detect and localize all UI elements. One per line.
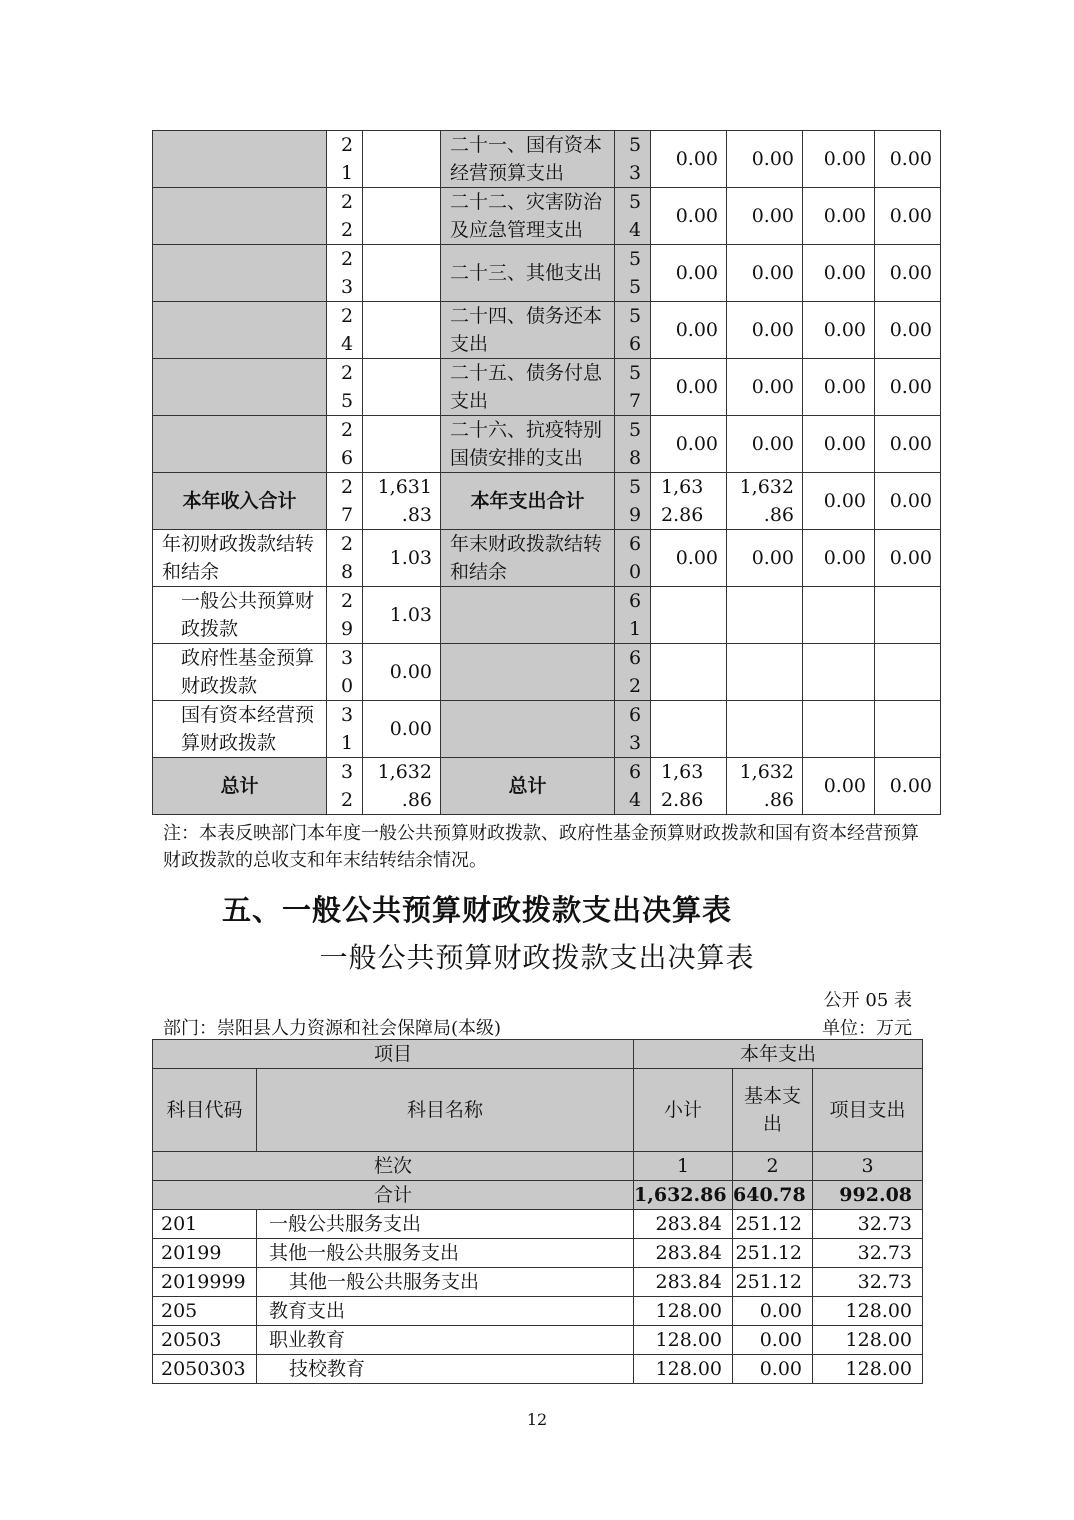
value-col-3: 0.00 <box>803 473 875 530</box>
line-2: 1 <box>341 732 354 754</box>
line-2: 9 <box>629 504 642 526</box>
table1-row <box>153 245 941 302</box>
value-col-3: 0.00 <box>803 416 875 473</box>
line-1: 1,63 <box>661 476 704 498</box>
line-2: 9 <box>341 618 354 640</box>
right-label <box>441 701 615 758</box>
line-1: 3 <box>341 761 354 783</box>
line-1: 6 <box>629 704 642 726</box>
line-2: .86 <box>763 789 794 811</box>
line-1: 1,632 <box>739 476 794 498</box>
header-spend: 本年支出 <box>634 1040 923 1069</box>
value-col-4 <box>875 701 941 758</box>
line-1: 3 <box>341 704 354 726</box>
value-col-2 <box>727 473 803 530</box>
right-label <box>441 644 615 701</box>
value-col-1 <box>651 473 727 530</box>
table1-row <box>153 416 941 473</box>
line-1: 5 <box>629 476 642 498</box>
col-project: 项目支出 <box>813 1069 923 1152</box>
subject-name: 其他一般公共服务支出 <box>257 1239 634 1268</box>
value-col-2: 0.00 <box>727 302 803 359</box>
value-col-1 <box>651 587 727 644</box>
value-col-1 <box>651 758 727 815</box>
subject-code: 20503 <box>153 1326 257 1355</box>
subject-name: 教育支出 <box>257 1297 634 1326</box>
row-index-3: 3 <box>813 1152 923 1181</box>
left-line-no <box>327 644 363 701</box>
line-1: 5 <box>629 191 642 213</box>
project-value: 128.00 <box>813 1326 923 1355</box>
value-col-1: 0.00 <box>651 302 727 359</box>
line-1: 2 <box>341 191 354 213</box>
right-label: 二十三、其他支出 <box>441 245 615 302</box>
value-col-1: 0.00 <box>651 188 727 245</box>
line-1: 1,632 <box>739 761 794 783</box>
subject-code: 2019999 <box>153 1268 257 1297</box>
line-1: 2 <box>341 419 354 441</box>
left-line-no <box>327 587 363 644</box>
table-row <box>153 1239 923 1268</box>
value-col-4: 0.00 <box>875 359 941 416</box>
value-col-2 <box>727 587 803 644</box>
left-label: 总计 <box>153 758 327 815</box>
line-1: 1,631 <box>377 476 432 498</box>
line-2: 3 <box>629 732 642 754</box>
line-2: 2 <box>341 219 354 241</box>
line-2: .86 <box>763 504 794 526</box>
table-note: 注：本表反映部门本年度一般公共预算财政拨款、政府性基金预算财政拨款和国有资本经营预算财政拨款的总收支和年末结转结余情况。 <box>163 823 919 871</box>
right-line-no <box>615 473 651 530</box>
right-line-no <box>615 758 651 815</box>
right-line-no <box>615 644 651 701</box>
subject-name: 技校教育 <box>257 1355 634 1384</box>
right-line-no <box>615 587 651 644</box>
sub-row-general <box>153 587 941 644</box>
left-line-no <box>327 359 363 416</box>
left-value <box>363 131 441 188</box>
total-subtotal: 1,632.86 <box>634 1181 733 1210</box>
line-1: 2 <box>341 476 354 498</box>
left-line-no <box>327 302 363 359</box>
line-2: 2.86 <box>661 504 704 526</box>
left-label <box>153 131 327 188</box>
col-code: 科目代码 <box>153 1069 257 1152</box>
line-1: 5 <box>629 248 642 270</box>
line-1: 6 <box>629 647 642 669</box>
page-number: 12 <box>526 1410 548 1429</box>
table1-row <box>153 131 941 188</box>
form-number: 公开 05 表 <box>823 990 912 1011</box>
line-1: 6 <box>629 590 642 612</box>
value-col-1 <box>651 644 727 701</box>
left-label: 本年收入合计 <box>153 473 327 530</box>
value-col-2: 0.00 <box>727 245 803 302</box>
left-line-no <box>327 188 363 245</box>
value-col-3 <box>803 587 875 644</box>
subject-code: 2050303 <box>153 1355 257 1384</box>
basic-value: 251.12 <box>733 1239 813 1268</box>
line-1: 2 <box>341 362 354 384</box>
table1-row <box>153 188 941 245</box>
right-label: 二十六、抗疫特别国债安排的支出 <box>441 416 615 473</box>
right-label: 年末财政拨款结转和结余 <box>441 530 615 587</box>
line-1: 6 <box>629 533 642 555</box>
value-col-1 <box>651 701 727 758</box>
line-2: 1 <box>629 618 642 640</box>
value-col-3: 0.00 <box>803 245 875 302</box>
col-name: 科目名称 <box>257 1069 634 1152</box>
left-label <box>153 302 327 359</box>
table-row <box>153 1326 923 1355</box>
right-line-no <box>615 530 651 587</box>
subject-code: 201 <box>153 1210 257 1239</box>
value-col-3: 0.00 <box>803 188 875 245</box>
left-label: 国有资本经营预算财政拨款 <box>153 701 327 758</box>
right-label: 二十五、债务付息支出 <box>441 359 615 416</box>
value-col-3 <box>803 644 875 701</box>
project-value: 32.73 <box>813 1210 923 1239</box>
right-line-no <box>615 701 651 758</box>
col-basic: 基本支出 <box>733 1069 813 1152</box>
subject-code: 205 <box>153 1297 257 1326</box>
row-index-1: 1 <box>634 1152 733 1181</box>
value-col-4: 0.00 <box>875 758 941 815</box>
line-2: 6 <box>341 447 354 469</box>
value-col-2: 0.00 <box>727 131 803 188</box>
expenditure-table <box>152 1039 923 1384</box>
value-col-3: 0.00 <box>803 758 875 815</box>
subject-name: 职业教育 <box>257 1326 634 1355</box>
line-2: 8 <box>341 561 354 583</box>
line-1: 3 <box>341 647 354 669</box>
subject-code: 20199 <box>153 1239 257 1268</box>
left-line-no <box>327 530 363 587</box>
left-line-no <box>327 131 363 188</box>
right-label: 二十二、灾害防治及应急管理支出 <box>441 188 615 245</box>
subject-name: 一般公共服务支出 <box>257 1210 634 1239</box>
basic-value: 251.12 <box>733 1268 813 1297</box>
col-subtotal: 小计 <box>634 1069 733 1152</box>
right-line-no <box>615 131 651 188</box>
subject-name: 其他一般公共服务支出 <box>257 1268 634 1297</box>
value-col-1: 0.00 <box>651 416 727 473</box>
subtotal-value: 128.00 <box>634 1355 733 1384</box>
right-label: 二十一、国有资本经营预算支出 <box>441 131 615 188</box>
value-col-4: 0.00 <box>875 416 941 473</box>
table-row <box>153 1210 923 1239</box>
table-row <box>153 1297 923 1326</box>
left-value: 0.00 <box>363 644 441 701</box>
line-1: 5 <box>629 419 642 441</box>
value-col-3 <box>803 701 875 758</box>
row-index-label: 栏次 <box>153 1152 634 1181</box>
line-2: 4 <box>629 789 642 811</box>
subtotal-value: 283.84 <box>634 1268 733 1297</box>
left-label: 政府性基金预算财政拨款 <box>153 644 327 701</box>
left-label: 年初财政拨款结转和结余 <box>153 530 327 587</box>
right-label: 总计 <box>441 758 615 815</box>
line-2: 6 <box>629 333 642 355</box>
table-title: 一般公共预算财政拨款支出决算表 <box>319 941 755 974</box>
project-value: 128.00 <box>813 1297 923 1326</box>
unit-label: 单位：万元 <box>822 1018 912 1039</box>
subtotal-value: 283.84 <box>634 1239 733 1268</box>
total-label: 合计 <box>153 1181 634 1210</box>
line-1: 6 <box>629 761 642 783</box>
project-value: 128.00 <box>813 1355 923 1384</box>
line-2: 8 <box>629 447 642 469</box>
right-line-no <box>615 302 651 359</box>
line-1: 2 <box>341 590 354 612</box>
subtotal-value: 128.00 <box>634 1326 733 1355</box>
line-2: 2 <box>629 675 642 697</box>
value-col-4: 0.00 <box>875 188 941 245</box>
line-2: .83 <box>401 504 432 526</box>
row-index-2: 2 <box>733 1152 813 1181</box>
left-value <box>363 359 441 416</box>
subtotal-value: 128.00 <box>634 1297 733 1326</box>
value-col-2: 0.00 <box>727 416 803 473</box>
grand-total-row <box>153 758 941 815</box>
line-1: 2 <box>341 305 354 327</box>
value-col-3: 0.00 <box>803 302 875 359</box>
line-1: 2 <box>341 134 354 156</box>
left-line-no <box>327 701 363 758</box>
line-1: 5 <box>629 134 642 156</box>
value-col-3: 0.00 <box>803 359 875 416</box>
section-title: 五、一般公共预算财政拨款支出决算表 <box>222 893 733 927</box>
value-col-2 <box>727 758 803 815</box>
right-label: 本年支出合计 <box>441 473 615 530</box>
value-col-4: 0.00 <box>875 302 941 359</box>
left-value <box>363 758 441 815</box>
sub-row-state <box>153 701 941 758</box>
total-basic: 640.78 <box>733 1181 813 1210</box>
value-col-1: 0.00 <box>651 245 727 302</box>
right-line-no <box>615 245 651 302</box>
value-col-4: 0.00 <box>875 245 941 302</box>
value-col-1: 0.00 <box>651 131 727 188</box>
value-col-4: 0.00 <box>875 530 941 587</box>
income-total-row <box>153 473 941 530</box>
sub-row-fund <box>153 644 941 701</box>
left-label <box>153 416 327 473</box>
value-col-3: 0.00 <box>803 530 875 587</box>
total-project: 992.08 <box>813 1181 923 1210</box>
basic-value: 0.00 <box>733 1297 813 1326</box>
value-col-4 <box>875 587 941 644</box>
left-value <box>363 245 441 302</box>
line-2: 5 <box>341 390 354 412</box>
line-2: 0 <box>629 561 642 583</box>
line-2: 3 <box>629 162 642 184</box>
value-col-2 <box>727 701 803 758</box>
line-2: 1 <box>341 162 354 184</box>
right-line-no <box>615 416 651 473</box>
line-2: 7 <box>341 504 354 526</box>
subtotal-value: 283.84 <box>634 1210 733 1239</box>
left-value: 0.00 <box>363 701 441 758</box>
right-line-no <box>615 359 651 416</box>
left-line-no <box>327 473 363 530</box>
carry-over-row <box>153 530 941 587</box>
value-col-2 <box>727 644 803 701</box>
line-1: 2 <box>341 248 354 270</box>
line-2: 5 <box>629 276 642 298</box>
table1-row <box>153 302 941 359</box>
line-2: 7 <box>629 390 642 412</box>
value-col-4: 0.00 <box>875 473 941 530</box>
line-2: 2 <box>341 789 354 811</box>
left-line-no <box>327 758 363 815</box>
project-value: 32.73 <box>813 1239 923 1268</box>
left-value <box>363 473 441 530</box>
line-1: 1,632 <box>377 761 432 783</box>
line-1: 1,63 <box>661 761 704 783</box>
department-label: 部门：崇阳县人力资源和社会保障局(本级) <box>163 1018 502 1039</box>
header-item: 项目 <box>153 1040 634 1069</box>
line-2: .86 <box>401 789 432 811</box>
line-2: 4 <box>629 219 642 241</box>
value-col-4 <box>875 644 941 701</box>
left-value <box>363 302 441 359</box>
left-value: 1.03 <box>363 587 441 644</box>
line-1: 5 <box>629 362 642 384</box>
left-label <box>153 245 327 302</box>
left-label <box>153 188 327 245</box>
value-col-2: 0.00 <box>727 359 803 416</box>
project-value: 32.73 <box>813 1268 923 1297</box>
left-label: 一般公共预算财政拨款 <box>153 587 327 644</box>
value-col-2: 0.00 <box>727 530 803 587</box>
right-line-no <box>615 188 651 245</box>
line-2: 0 <box>341 675 354 697</box>
table-row <box>153 1355 923 1384</box>
line-2: 2.86 <box>661 789 704 811</box>
basic-value: 251.12 <box>733 1210 813 1239</box>
line-2: 4 <box>341 333 354 355</box>
value-col-4: 0.00 <box>875 131 941 188</box>
table-row <box>153 1268 923 1297</box>
line-1: 2 <box>341 533 354 555</box>
value-col-1: 0.00 <box>651 359 727 416</box>
right-label: 二十四、债务还本支出 <box>441 302 615 359</box>
left-value <box>363 188 441 245</box>
left-value: 1.03 <box>363 530 441 587</box>
left-line-no <box>327 416 363 473</box>
value-col-3: 0.00 <box>803 131 875 188</box>
basic-value: 0.00 <box>733 1326 813 1355</box>
right-label <box>441 587 615 644</box>
line-2: 3 <box>341 276 354 298</box>
left-value <box>363 416 441 473</box>
left-label <box>153 359 327 416</box>
income-expense-table <box>152 130 941 815</box>
line-1: 5 <box>629 305 642 327</box>
left-line-no <box>327 245 363 302</box>
basic-value: 0.00 <box>733 1355 813 1384</box>
value-col-1: 0.00 <box>651 530 727 587</box>
value-col-2: 0.00 <box>727 188 803 245</box>
table1-row <box>153 359 941 416</box>
